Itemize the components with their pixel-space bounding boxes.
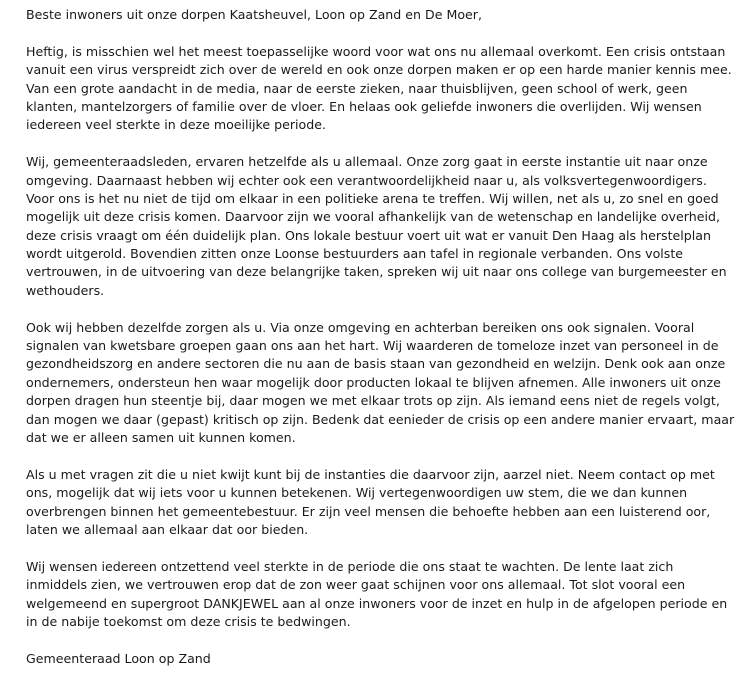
paragraph-line: dat we er alleen samen uit kunnen komen. xyxy=(26,429,296,445)
paragraph-line: wordt uitgerold. Bovendien zitten onze Loonse bestuurders aan tafel in regionale verbanden. Ons volste xyxy=(26,246,684,262)
paragraph-line: klanten, mantelzorgers of familie over de vloer. En helaas ook geliefde inwoners die overlijden. Wij wensen xyxy=(26,98,702,114)
paragraph-line: Ook wij hebben dezelfde zorgen als u. Via onze omgeving en achterban bereiken ons ook signalen. Vooral xyxy=(26,319,695,335)
paragraph-line: Van een grote aandacht in de media, naar de eerste zieken, naar thuisblijven, geen school of werk, geen xyxy=(26,80,688,96)
paragraph-line: dorpen dragen hun steentje bij, daar mogen we met elkaar trots op zijn. Als iemand eens niet de regels volgt, xyxy=(26,393,720,409)
paragraph-line: in de nabije toekomst om deze crisis te bedwingen. xyxy=(26,613,351,629)
salutation: Beste inwoners uit onze dorpen Kaatsheuvel, Loon op Zand en De Moer, xyxy=(26,7,482,22)
paragraph-3 xyxy=(26,319,738,448)
paragraph-2 xyxy=(26,153,738,300)
paragraph-line: mogelijk uit deze crisis komen. Daarvoor zijn we vooral afhankelijk van de wetenschap en landelijke overheid, xyxy=(26,209,720,225)
paragraph-1 xyxy=(26,43,738,135)
paragraph-gap xyxy=(26,539,738,557)
paragraph-5 xyxy=(26,558,738,632)
paragraph-gap xyxy=(26,447,738,465)
paragraph-gap xyxy=(26,631,738,649)
paragraph-line: dan mogen we daar (gepast) kritisch op zijn. Bedenk dat eenieder de crisis op een andere manier ervaart, maar xyxy=(26,411,735,427)
paragraph-4 xyxy=(26,466,738,540)
paragraph-line: omgeving. Daarnaast hebben wij echter ook een verantwoordelijkheid naar u, als volksvertegenwoordigers. xyxy=(26,172,707,188)
paragraph-line: ondernemers, ondersteun hen waar mogelijk door producten lokaal te blijven afnemen. Alle inwoners uit onze xyxy=(26,374,721,390)
paragraph-line: laten we allemaal aan elkaar dat oor bieden. xyxy=(26,521,309,537)
paragraph-line: Als u met vragen zit die u niet kwijt kunt bij de instanties die daarvoor zijn, aarzel niet. Neem contact op met xyxy=(26,466,715,482)
letter-body xyxy=(26,6,738,668)
paragraph-gap xyxy=(26,135,738,153)
paragraph-line: wethouders. xyxy=(26,282,105,298)
signature: Gemeenteraad Loon op Zand xyxy=(26,650,211,666)
paragraph-line: ons, mogelijk dat wij iets voor u kunnen betekenen. Wij vertegenwoordigen uw stem, die we dan kunnen xyxy=(26,485,688,501)
paragraph-line: vanuit een virus verspreidt zich over de wereld en ook onze dorpen maken er op een harde manier kennis mee. xyxy=(26,62,732,78)
paragraph-line: iedereen veel sterkte in deze moeilijke periode. xyxy=(26,117,326,133)
paragraph-line: gezondheidszorg en andere sectoren die nu aan de basis staan van gezondheid en welzijn. Denk ook aan onze xyxy=(26,356,726,372)
paragraph-gap xyxy=(26,24,738,42)
paragraph-line: Wij, gemeenteraadsleden, ervaren hetzelfde als u allemaal. Onze zorg gaat in eerste instantie uit naar onze xyxy=(26,154,708,170)
paragraph-line: overbrengen binnen het gemeentebestuur. Er zijn veel mensen die behoefte hebben aan een luisterend oor, xyxy=(26,503,711,519)
paragraph-line: vertrouwen, in de uitvoering van deze belangrijke taken, spreken wij uit naar ons college van burgemeester en xyxy=(26,264,727,280)
paragraph-gap xyxy=(26,300,738,318)
paragraph-line: Wij wensen iedereen ontzettend veel sterkte in de periode die ons staat te wachten. De lente laat zich xyxy=(26,558,674,574)
paragraph-line: welgemeend en supergroot DANKJEWEL aan al onze inwoners voor de inzet en hulp in de afgelopen periode en xyxy=(26,595,728,611)
paragraph-line: inmiddels zien, we vertrouwen erop dat de zon weer gaat schijnen voor ons allemaal. Tot slot vooral een xyxy=(26,577,686,593)
paragraph-line: Voor ons is het nu niet de tijd om elkaar in een politieke arena te treffen. Wij willen, net als u, zo snel en goed xyxy=(26,190,719,206)
paragraph-line: deze crisis vraagt om één duidelijk plan. Ons lokale bestuur voert uit wat er vanuit Den Haag als herstelplan xyxy=(26,227,711,243)
paragraph-line: Heftig, is misschien wel het meest toepasselijke woord voor wat ons nu allemaal overkomt. Een crisis ontstaan xyxy=(26,43,726,59)
paragraph-line: signalen van kwetsbare groepen gaan ons aan het hart. Wij waarderen de tomeloze inzet van personeel in de xyxy=(26,338,719,354)
